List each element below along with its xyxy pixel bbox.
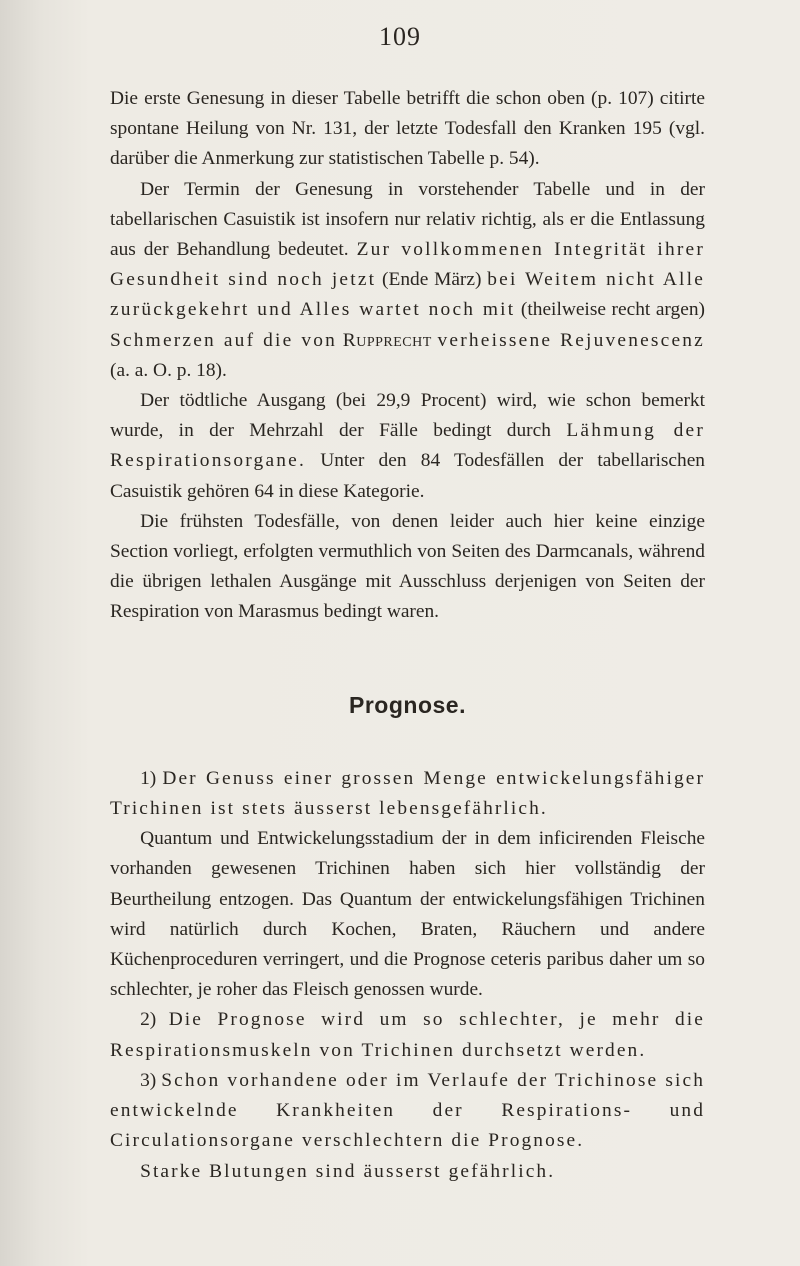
paragraph-text: Die frühsten Todesfälle, von denen leider auch hier keine einzige Section vorliegt, erfolgten vermuthlich von Seiten des Darmcanals, während die übrigen lethalen Ausgänge mit Ausschluss derjenigen von Seiten der Respiration von Marasmus bedingt waren.: [110, 510, 705, 623]
item-lead: Der Genuss einer grossen Menge entwickelungsfähiger Trichinen ist stets äusserst lebensgefährlich.: [110, 767, 706, 820]
body-text: [110, 84, 705, 1187]
emphasis-run: Schmerzen auf die von: [110, 329, 338, 351]
prognosis-item: [110, 1005, 705, 1065]
item-lead: Die Prognose wird um so schlechter, je mehr die Respirationsmuskeln von Trichinen durchsetzt werden.: [110, 1009, 705, 1061]
text-run: Der Termin der Genesung in vorstehender Tabelle und in der tabellarischen Casuistik ist insofern nur relativ richtig, als er die Entlassung aus der Behandlung bedeutet.: [110, 178, 705, 261]
item-number: 3): [140, 1069, 157, 1091]
section-heading: Prognose.: [349, 691, 466, 718]
emphasis-run: bei Weitem nicht Alle zurückgekehrt und Alles wartet noch mit: [110, 269, 706, 321]
item-text: Quantum und Entwickelungsstadium der in dem inficirenden Fleische vorhanden gewesenen Trichinen haben sich hier vollständig der Beurtheilung entzogen. Das Quantum der entwickelungsfähigen Trichinen wird natürlich durch Kochen, Braten, Räuchern und andere Küchenproceduren verringert, und die Prognose ceteris paribus daher um so schlechter, je roher das Fleisch genossen wurde.: [110, 828, 705, 1001]
paragraph-todesfaelle: [110, 507, 705, 628]
author-name: Rupprecht: [342, 329, 432, 351]
text-run: Der tödtliche Ausgang (bei 29,9 Procent) wird, wie schon bemerkt wurde, in der Mehrzahl der Fälle bedingt durch: [110, 390, 705, 442]
item-text: Starke Blutungen sind äusserst gefährlich.: [140, 1160, 556, 1182]
item-number: 1): [140, 767, 157, 789]
text-run: Unter den 84 Todesfällen der tabellarischen Casuistik gehören 64 in diese Kategorie.: [110, 450, 705, 502]
paragraph-text: Die erste Genesung in dieser Tabelle betrifft die schon oben (p. 107) citirte spontane Heilung von Nr. 131, der letzte Todesfall den Kranken 195 (vgl. darüber die Anmerkung zur statistischen Tabelle p. 54).: [110, 88, 705, 170]
text-run: (theilweise recht argen): [520, 299, 705, 321]
paragraph-ausgang: [110, 386, 705, 507]
paragraph-termin: [110, 175, 705, 386]
page-number: 109: [379, 22, 421, 51]
text-run: (a. a. O. p. 18).: [110, 359, 227, 381]
item-lead: Schon vorhandene oder im Verlaufe der Trichinose sich entwickelnde Krankheiten der Respirations- und Circulationsorgane verschlechtern die Prognose.: [110, 1069, 705, 1152]
emphasis-run: Lähmung der Respirationsorgane.: [110, 420, 705, 472]
prognosis-item-detail: [110, 824, 705, 1005]
prognosis-item-detail: [110, 1157, 705, 1187]
text-run: (Ende März): [382, 269, 482, 291]
paragraph-genesung: [110, 84, 705, 175]
prognosis-item: [110, 1066, 705, 1157]
prognosis-item: [110, 764, 705, 824]
item-number: 2): [140, 1009, 157, 1031]
emphasis-run: Zur vollkommenen Integrität ihrer Gesundheit sind noch jetzt: [110, 239, 705, 291]
emphasis-run: verheissene Rejuvenescenz: [437, 329, 705, 351]
